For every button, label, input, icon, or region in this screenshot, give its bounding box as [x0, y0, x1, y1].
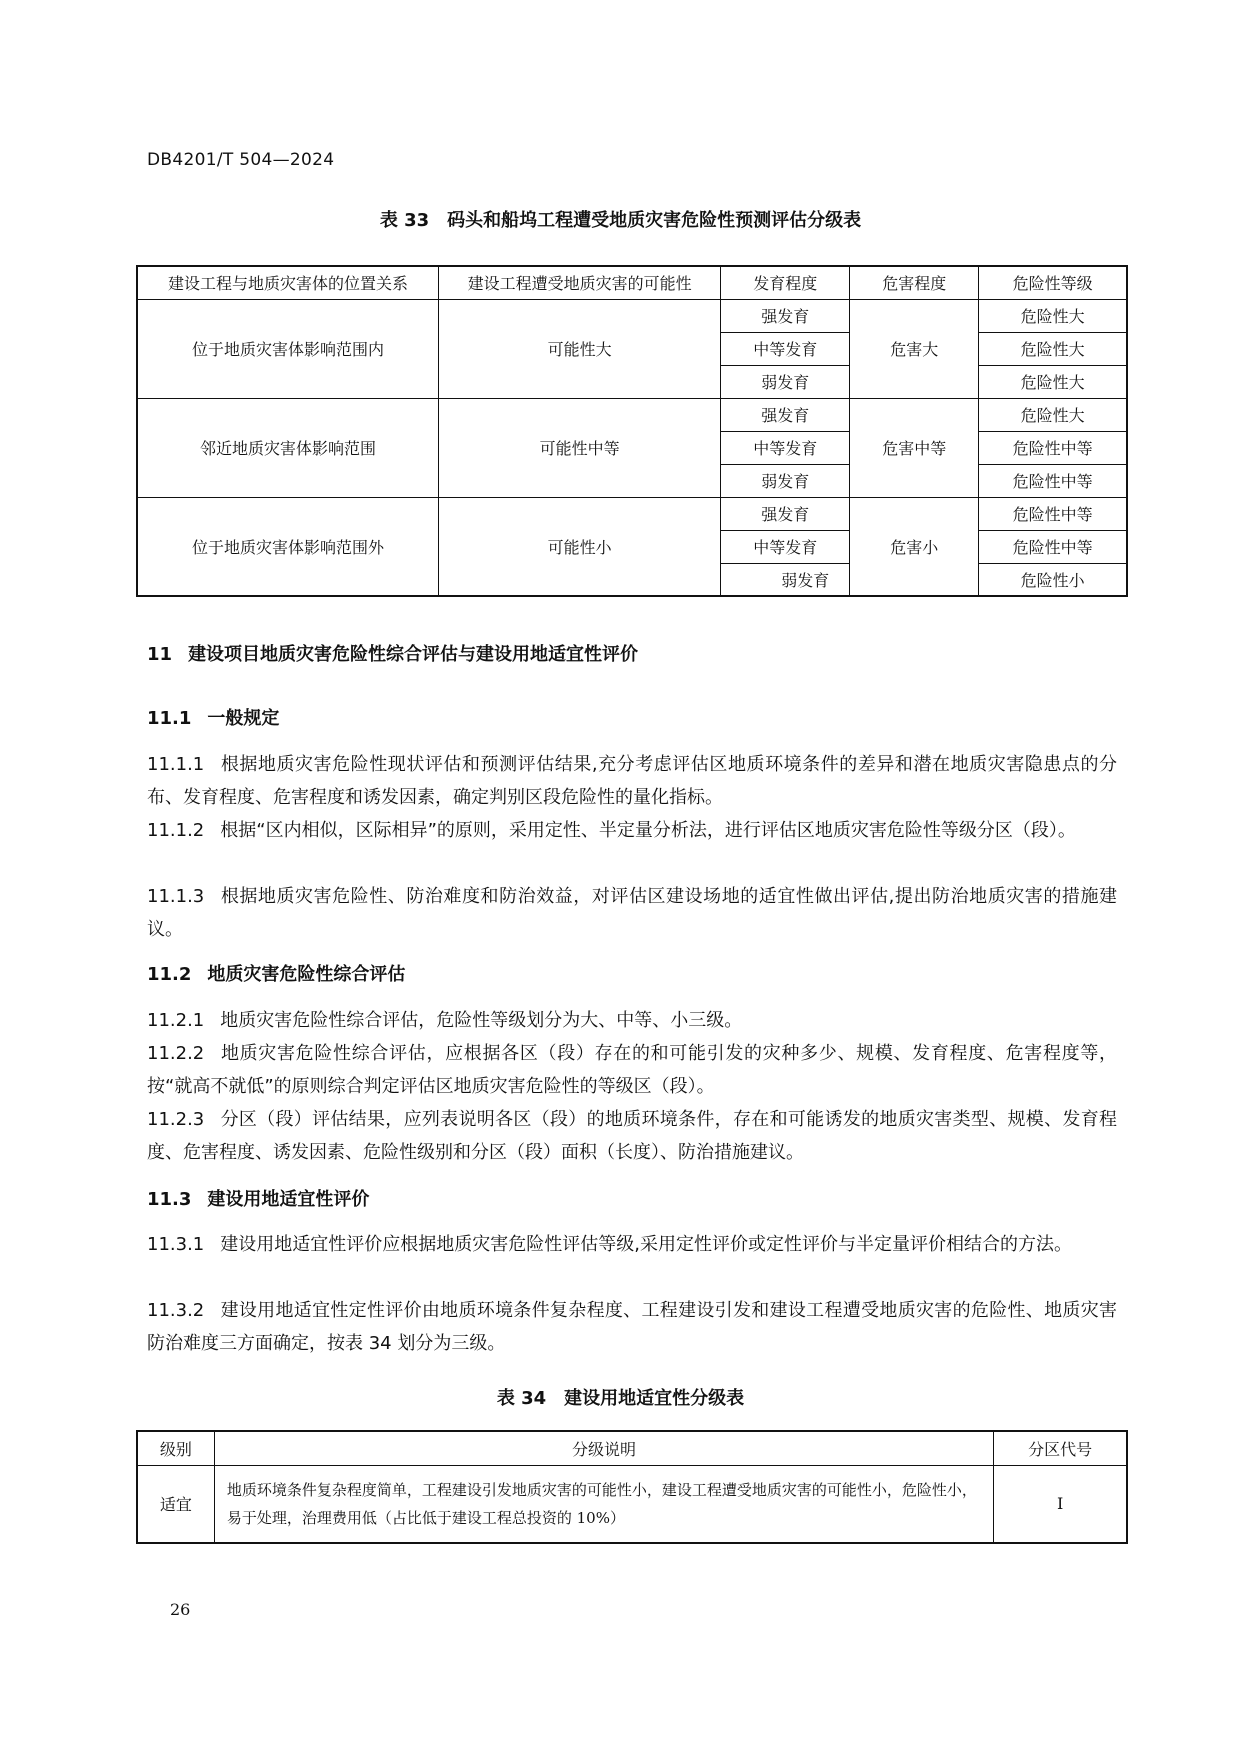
- table34-caption: 表 34 建设用地适宜性分级表: [496, 1388, 745, 1409]
- development-cell: 弱发育: [721, 563, 850, 596]
- section-number: 11: [147, 644, 173, 665]
- development-cell: 弱发育: [721, 464, 850, 497]
- position-cell: 位于地质灾害体影响范围内: [137, 299, 439, 398]
- harm-cell: 危害小: [850, 497, 979, 596]
- clause-number: 11.1.1: [147, 754, 205, 775]
- development-cell: 中等发育: [721, 530, 850, 563]
- clause-number: 11.2.3: [147, 1109, 205, 1130]
- development-cell: 中等发育: [721, 332, 850, 365]
- clause-number: 11.2.1: [147, 1010, 205, 1031]
- section-title: 一般规定: [207, 708, 280, 729]
- section-title: 建设项目地质灾害危险性综合评估与建设用地适宜性评价: [188, 644, 639, 665]
- development-cell: 中等发育: [721, 431, 850, 464]
- section-title: 地质灾害危险性综合评估: [207, 964, 406, 985]
- clause-text: 建设用地适宜性定性评价由地质环境条件复杂程度、工程建设引发和建设工程遭受地质灾害的危险性、地质灾害防治难度三方面确定，按表 34 划分为三级。: [147, 1300, 1117, 1354]
- risk-cell: 危险性大: [979, 365, 1127, 398]
- section-11-2-heading: [147, 960, 405, 986]
- level-cell: 适宜: [137, 1465, 214, 1543]
- position-cell: 邻近地质灾害体影响范围: [137, 398, 439, 497]
- code-cell: I: [994, 1465, 1127, 1543]
- col-header-position: 建设工程与地质灾害体的位置关系: [137, 266, 439, 299]
- development-cell: 强发育: [721, 299, 850, 332]
- risk-cell: 危险性大: [979, 332, 1127, 365]
- harm-cell: 危害中等: [850, 398, 979, 497]
- section-title: 建设用地适宜性评价: [207, 1189, 370, 1210]
- clause-text: 建设用地适宜性评价应根据地质灾害危险性评估等级,采用定性评价或定性评价与半定量评价相结合的方法。: [220, 1234, 1072, 1255]
- possibility-cell: 可能性中等: [439, 398, 721, 497]
- clause-text: 地质灾害危险性综合评估，危险性等级划分为大、中等、小三级。: [220, 1010, 743, 1031]
- clause-number: 11.1.2: [147, 820, 205, 841]
- risk-cell: 危险性中等: [979, 431, 1127, 464]
- description-cell: 地质环境条件复杂程度简单，工程建设引发地质灾害的可能性小，建设工程遭受地质灾害的可能性小，危险性小，易于处理，治理费用低（占比低于建设工程总投资的 10%）: [214, 1465, 993, 1543]
- clause-11-2-2: [147, 1037, 1117, 1103]
- clause-11-2-1: [147, 1004, 1117, 1037]
- table-row: [137, 497, 1127, 530]
- risk-cell: 危险性大: [979, 398, 1127, 431]
- development-cell: 弱发育: [721, 365, 850, 398]
- clause-text: 地质灾害危险性综合评估，应根据各区（段）存在的和可能引发的灾种多少、规模、发育程度、危害程度等，按“就高不就低”的原则综合判定评估区地质灾害危险性的等级区（段）。: [147, 1043, 1117, 1097]
- clause-11-1-2: [147, 814, 1117, 847]
- col-header-risk: 危险性等级: [979, 266, 1127, 299]
- table33-caption: 表 33 码头和船坞工程遭受地质灾害危险性预测评估分级表: [379, 210, 862, 231]
- page-number: 26: [170, 1600, 191, 1619]
- clause-text: 分区（段）评估结果，应列表说明各区（段）的地质环境条件，存在和可能诱发的地质灾害类型、规模、发育程度、危害程度、诱发因素、危险性级别和分区（段）面积（长度）、防治措施建议。: [147, 1109, 1117, 1163]
- table-34: [136, 1430, 1128, 1544]
- document-code: DB4201/T 504—2024: [147, 150, 335, 170]
- risk-cell: 危险性小: [979, 563, 1127, 596]
- clause-11-3-2: [147, 1294, 1117, 1360]
- clause-11-3-1: [147, 1228, 1117, 1261]
- development-cell: 强发育: [721, 398, 850, 431]
- clause-number: 11.2.2: [147, 1043, 205, 1064]
- risk-cell: 危险性中等: [979, 464, 1127, 497]
- clause-text: 根据地质灾害危险性、防治难度和防治效益，对评估区建设场地的适宜性做出评估,提出防治地质灾害的措施建议。: [147, 886, 1117, 940]
- risk-cell: 危险性中等: [979, 497, 1127, 530]
- section-11-1-heading: [147, 704, 279, 730]
- clause-number: 11.3.2: [147, 1300, 205, 1321]
- table-header-row: [137, 266, 1127, 299]
- clause-text: 根据地质灾害危险性现状评估和预测评估结果,充分考虑评估区地质环境条件的差异和潜在地质灾害隐患点的分布、发育程度、危害程度和诱发因素，确定判别区段危险性的量化指标。: [147, 754, 1117, 808]
- table-row: [137, 398, 1127, 431]
- col-header-code: 分区代号: [994, 1431, 1127, 1465]
- section-number: 11.3: [147, 1189, 192, 1210]
- table-row: [137, 299, 1127, 332]
- harm-cell: 危害大: [850, 299, 979, 398]
- section-11-heading: [147, 640, 638, 666]
- table-33: [136, 265, 1128, 597]
- col-header-development: 发育程度: [721, 266, 850, 299]
- risk-cell: 危险性中等: [979, 530, 1127, 563]
- development-cell: 强发育: [721, 497, 850, 530]
- table-header-row: [137, 1431, 1127, 1465]
- possibility-cell: 可能性小: [439, 497, 721, 596]
- clause-number: 11.3.1: [147, 1234, 205, 1255]
- risk-cell: 危险性大: [979, 299, 1127, 332]
- clause-text: 根据“区内相似，区际相异”的原则，采用定性、半定量分析法，进行评估区地质灾害危险性等级分区（段）。: [220, 820, 1076, 841]
- col-header-harm: 危害程度: [850, 266, 979, 299]
- section-number: 11.1: [147, 708, 192, 729]
- position-cell: 位于地质灾害体影响范围外: [137, 497, 439, 596]
- table-row: [137, 1465, 1127, 1543]
- clause-11-1-1: [147, 748, 1117, 814]
- clause-11-2-3: [147, 1103, 1117, 1169]
- col-header-description: 分级说明: [214, 1431, 993, 1465]
- col-header-level: 级别: [137, 1431, 214, 1465]
- section-11-3-heading: [147, 1185, 369, 1211]
- col-header-possibility: 建设工程遭受地质灾害的可能性: [439, 266, 721, 299]
- clause-11-1-3: [147, 880, 1117, 946]
- clause-number: 11.1.3: [147, 886, 205, 907]
- possibility-cell: 可能性大: [439, 299, 721, 398]
- section-number: 11.2: [147, 964, 192, 985]
